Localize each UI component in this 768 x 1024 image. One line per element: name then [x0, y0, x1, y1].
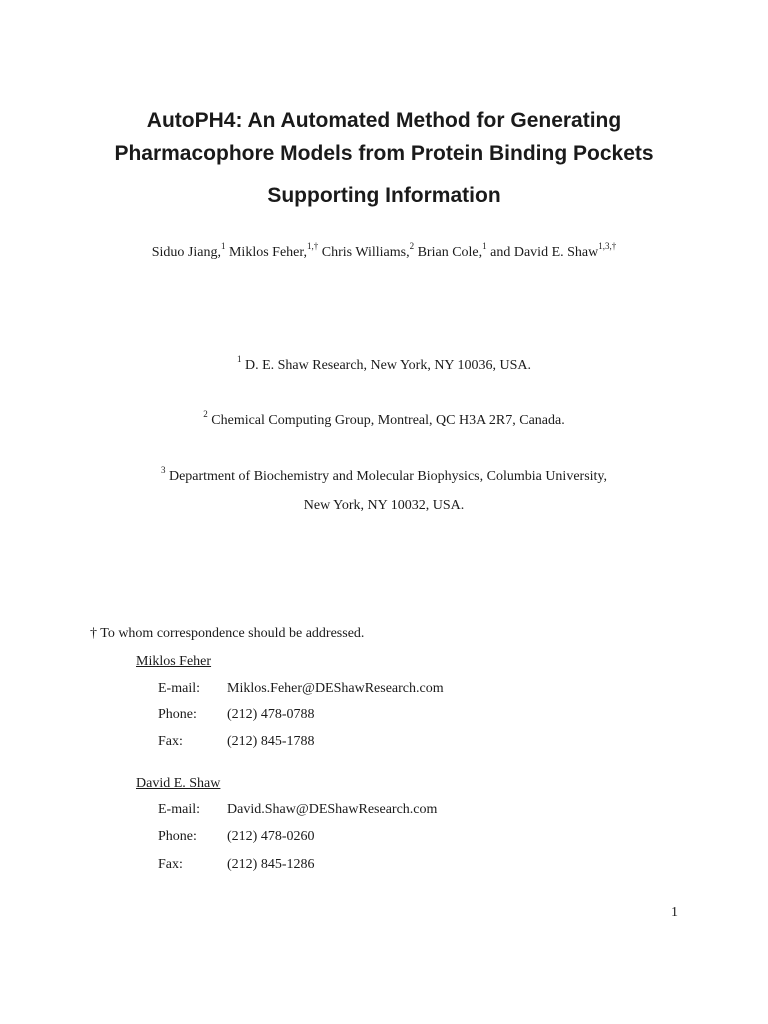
author-name: Brian Cole,: [417, 245, 483, 260]
phone-number: (212) 478-0788: [227, 707, 315, 722]
affiliation-text: Department of Biochemistry and Molecular Biophysics, Columbia University,: [168, 469, 608, 484]
affiliation-marker: 1: [236, 354, 242, 365]
page-number: 1: [671, 905, 678, 920]
author-affiliation-marker: 1,†: [306, 241, 319, 252]
contact-name-feher: Miklos Feher: [136, 654, 212, 669]
fax-label: Fax:: [158, 857, 183, 872]
author-list: [0, 241, 768, 262]
email-label: E-mail:: [158, 681, 200, 696]
affiliation-2: [0, 409, 768, 430]
paper-subtitle: Supporting Information: [267, 184, 501, 207]
phone-label: Phone:: [158, 829, 197, 844]
phone-number: (212) 478-0260: [227, 829, 315, 844]
affiliation-marker: 2: [203, 409, 208, 420]
phone-label: Phone:: [158, 707, 197, 722]
email-address: David.Shaw@DEShawResearch.com: [227, 802, 438, 817]
paper-title-line-1: AutoPH4: An Automated Method for Generating: [146, 109, 622, 132]
affiliation-text: Chemical Computing Group, Montreal, QC H3A 2R7, Canada.: [211, 413, 565, 428]
correspondence-note: † To whom correspondence should be addressed.: [90, 626, 365, 641]
affiliation-3: [0, 465, 768, 486]
author-affiliation-marker: 2: [409, 241, 415, 252]
author-affiliation-marker: 1: [482, 241, 487, 252]
author-name: Miklos Feher,: [228, 245, 307, 260]
author-affiliation-marker: 1: [220, 241, 226, 252]
author-name: and David E. Shaw: [490, 245, 599, 260]
author-name: Chris Williams,: [321, 245, 410, 260]
fax-number: (212) 845-1286: [227, 857, 315, 872]
affiliation-1: [0, 354, 768, 375]
contact-name-shaw: David E. Shaw: [136, 776, 221, 791]
author-affiliation-marker: 1,3,†: [598, 241, 617, 252]
email-address: Miklos.Feher@DEShawResearch.com: [227, 681, 444, 696]
author-name: Siduo Jiang,: [151, 245, 221, 260]
affiliation-marker: 3: [160, 465, 166, 476]
affiliation-text: D. E. Shaw Research, New York, NY 10036, USA.: [244, 358, 532, 373]
paper-title-line-2: Pharmacophore Models from Protein Binding Pockets: [114, 142, 654, 165]
fax-label: Fax:: [158, 734, 183, 749]
affiliation-3-line-2: New York, NY 10032, USA.: [303, 498, 465, 513]
fax-number: (212) 845-1788: [227, 734, 315, 749]
email-label: E-mail:: [158, 802, 200, 817]
